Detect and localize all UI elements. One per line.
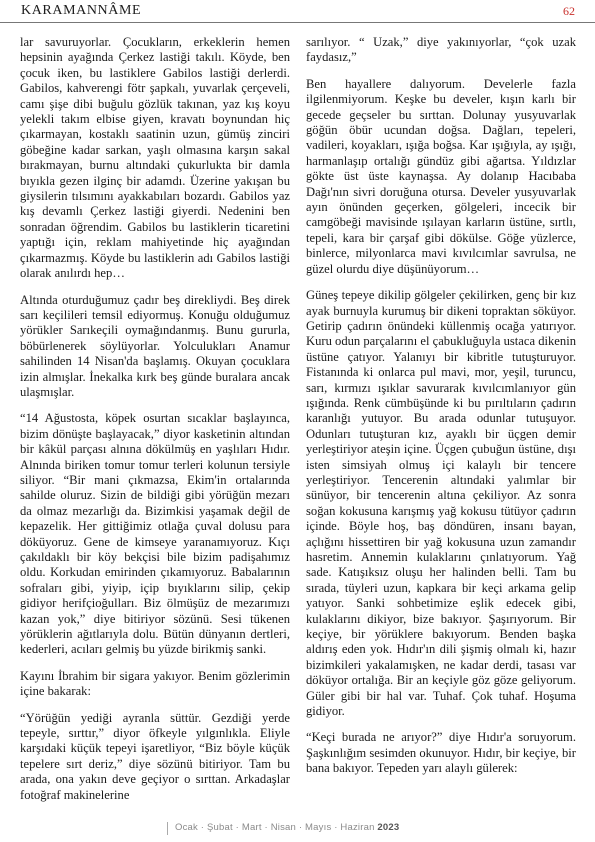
page-footer [0, 822, 595, 836]
issue-year: 2023 [377, 822, 400, 833]
paragraph: sarılıyor. “ Uzak,” diye yakınıyorlar, “çok uzak faydasız,” [306, 35, 576, 65]
paragraph: lar savuruyorlar. Çocukların, erkeklerin hemen hepsinin ayağında Çerkez lastiği takılı. Köyde, ben çocuk iken, bu lastiklere Gabilos lastiği derlerdi. Gabilos, kahverengi fötr şapkalı, yuvarlak çerçeveli, camı şişe dibi buğulu gözlük takınan, yaz kış koyu yelekli takım elbise giyen, kravatı boynundan hiç çıkarmayan, kostaklı saatinin uzun, gümüş zinciri göbeğine kadar sarkan, yaşlı olmasına karşın sakal bırakmayan, burnu altındaki çukurlukta bir damla bıyıkla gezen ilginç bir adamdı. Üzerine yakışan bu giysilerin tılsımını ayakkabıları bozardı. Gabilos yaz kış devamlı Çerkez lastiği giyerdi. Nedenini ben sonradan öğrendim. Gabilos bu lastiklerin ticaretini yaptığı için, reklam mahiyetinde hiç ayağından çıkarmazmış. Köyde bu lastiklerin adı Gabilos lastiği olarak anılırdı hep… [20, 35, 290, 281]
paragraph: Ben hayallere dalıyorum. Develerle fazla ilgilenmiyorum. Keşke bu develer, kışın karlı bir gecede geçseler bu sırttan. Dolunay yusyuvarlak göğün öbür ucundan doğsa. Dağları, tepeleri, vadileri, koyakları, ışığa boğsa. Kar ışığıyla, ay ışığı, harmanlaşıp ortalığı gündüz gibi ağartsa. Yıldızlar gökte üst üste kaynaşsa. Ay dolanıp Hacıbaba Dağı'nın sivri doruğuna otursa. Develer yusyuvarlak ayın önünden geçerken, gölgeleri, incecik bir camgöbeği mavisinde ışılayan karların üstüne, sırtlı, tepeli, kara bir çarşaf gibi dökülse. Göğe yüzlerce, binlerce, milyonlarca mavi kıvılcımlar savrulsa, ne güzel olurdu diye düşünüyorum… [306, 76, 576, 276]
right-column [306, 35, 576, 777]
page-header [0, 0, 595, 22]
paragraph: “Yörüğün yediği ayranla süttür. Gezdiği yerde tepeyle, sırttır,” diyor öfkeyle yılgınlıkla. Eliyle karşıdaki küçük tepeyi işaretliyor, “Biz böyle küçük tepelere sırt deriz,” diye sözünü bitiriyor. Tam bu arada, ona yakın deve geçiyor o sırttan. Arkadaşlar fotoğraf makinelerine [20, 710, 290, 802]
paragraph: “14 Ağustosta, köpek osurtan sıcaklar başlayınca, bizim dönüşte başlayacak,” diyor kasketinin altından bir kâkül parçası alnına dökülmüş en yaşlıları Hıdır. Alnında biriken tomur tomur terleri kolunun tersiyle siliyor. “Bir mani çıkmazsa, Ekim'in ortalarında sahilde oluruz. Sizin de bildiği gibi yörüğün mezarı da olmaz mezarlığı da. Bizimkisi yaşamak değil de kepazelik. Her gittiğimiz otlağa çuval dolusu para döküyoruz. Gene de kimseye yaranamıyoruz. Kıçı çakıldaklı bir köy bekçisi bile bizim padişahımız oldu. Korkudan emirinden çıkamıyoruz. Babalarının sofraları gibi, yiyip, içip bıyıklarını silip, çekip gidiyor herifçioğulları. Biz ölmüşüz de mezarımızı kazan yok,” diye bitiriyor sözünü. Sesi tükenen yörüklerin ağıtlarıyla dolu. Bütün dünyanın dertleri, kederleri, acıları gelmiş bu yüzde birikmiş sanki. [20, 411, 290, 657]
paragraph: “Keçi burada ne arıyor?” diye Hıdır'a soruyorum. Şaşkınlığım sesimden okunuyor. Hıdır, bir keçiye, bir bana bakıyor. Tepeden yarı alaylı gülerek: [306, 730, 576, 776]
paragraph: Güneş tepeye dikilip gölgeler çekilirken, genç bir kız ayak burnuyla kurumuş bir dikeni topraktan söküyor. Getirip çadırın önündeki küllenmiş ocağa yatırıyor. Kuru odun parçalarını el çabukluğuyla ustaca dikenin üstüne çatıyor. Yalanıyı bir kibritle tutuşturuyor. Fistanında ki onlarca pul mavi, mor, yeşil, turuncu, sarı, kırmızı ışıklar savurarak kıvılcımlanıyor gün ışığında. Renk cümbüşünde ki bu pırıltıların çadırın karanlığı yutuyor. Bu arada odunlar tutuşuyor. Odunları tutuşturan kız, ayaklı bir üçgen demir yerleştiriyor ateşin içine. Üçgen çubuğun üstüne, dışı isten simsiyah olmuş içi kalaylı bir tencere yerleştiriyor. Tencerenin altındaki yalımlar bir sünüyor, bir tencerenin altına çekiliyor. Az sonra soğan kokusuna karışmış yağ kokusu tütüyor çadırın içinde. Böyle hoş, baş döndüren, insanı bayan, açlığını hissettiren bir yağ kokusuna uzun zamandır hasretim. Annemin kulaklarını çınlatıyorum. Yağ sade. Katışıksız oluşu her halinden belli. Tam bu sırada, tüyleri uzun, kapkara bir keçi arkama gelip yatıyor. Sanki sohbetimize eşlik edecek gibi, kulaklarını dikiyor, bize bakıyor. Şaşırıyorum. Bir keçiye, bir yörüklere bakıyorum. Benden başka aldırış eden yok. Hıdır'ın dili şişmiş olmalı ki, hazır bizimkileri yakalamışken, ne kadar derdi, tasası var döküyor ortalığa. Bir an keçiyle göz göze geliyorum. Güler gibi bir hal var. Tuhaf. Çok tuhaf. Hoşuma gidiyor. [306, 288, 576, 719]
magazine-title: KARAMANNÂME [21, 3, 142, 18]
page-number: 62 [563, 4, 575, 18]
header-rule [0, 22, 595, 23]
left-column [20, 35, 290, 803]
issue-months: Ocak · Şubat · Mart · Nisan · Mayıs · Haziran [175, 822, 375, 833]
footer-issue-info [175, 822, 399, 833]
footer-divider [167, 822, 168, 835]
paragraph: Kayını İbrahim bir sigara yakıyor. Benim gözlerimin içine bakarak: [20, 668, 290, 699]
paragraph: Altında oturduğumuz çadır beş direkliydi. Beş direk sarı keçilileri temsil ediyormuş. Konuğu olduğumuz yörükler Sarıkeçili oymağındanmış. Bunu gururla, böbürlenerek söylüyorlar. Yolculukları Anamur sahilinden 14 Nisan'da başlamış. Okuyan çocuklara izin almışlar. İnekalka kırk beş günde buralara ancak ulaşmışlar. [20, 292, 290, 399]
